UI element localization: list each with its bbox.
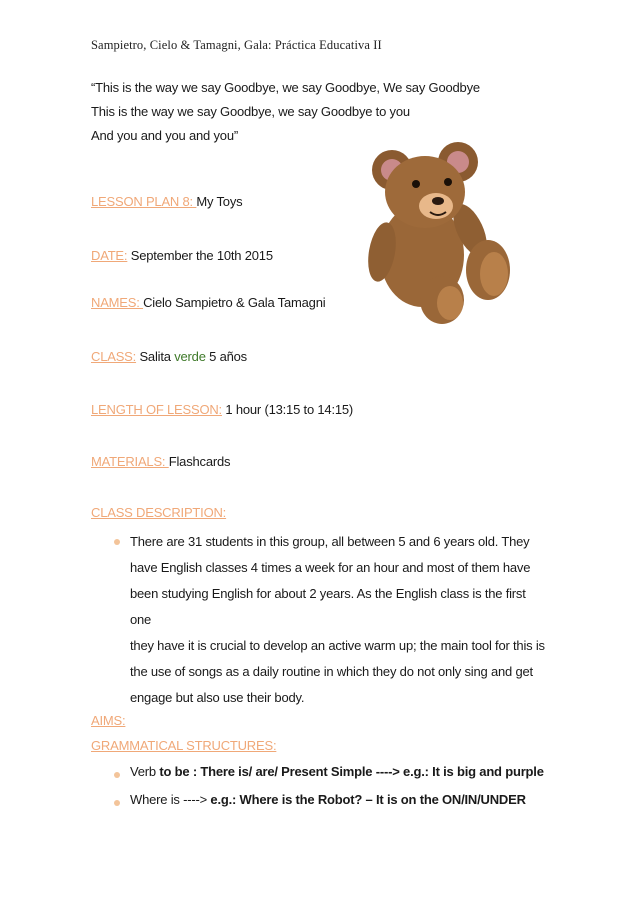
grammatical-label: GRAMMATICAL STRUCTURES: xyxy=(91,738,277,753)
teddy-bear-image xyxy=(360,140,520,325)
class-value-age: 5 años xyxy=(205,349,247,364)
grammatical-heading xyxy=(91,738,276,753)
aims-heading xyxy=(91,713,125,728)
lesson-plan-value: My Toys xyxy=(196,194,243,209)
materials-value: Flashcards xyxy=(168,454,231,469)
class-label: CLASS: xyxy=(91,349,137,364)
song-quote-line-3: And you and you and you” xyxy=(91,128,238,143)
song-quote-line-1: “This is the way we say Goodbye, we say Goodbye, We say Goodbye xyxy=(91,80,480,95)
materials-label: MATERIALS: xyxy=(91,454,169,469)
length-value: 1 hour (13:15 to 14:15) xyxy=(221,402,354,417)
grammar-item-1-bold: to be : There is/ are/ Present Simple ----> e.g.: It is big and purple xyxy=(159,764,544,779)
class-description-label: CLASS DESCRIPTION: xyxy=(91,505,227,520)
description-line-5: the use of songs as a daily routine in which they do not only sing and get xyxy=(130,664,533,679)
lesson-plan-line xyxy=(91,194,242,209)
bullet-icon xyxy=(114,800,120,806)
names-label: NAMES: xyxy=(91,295,144,310)
description-line-6: engage but also use their body. xyxy=(130,690,305,705)
description-line-3: been studying English for about 2 years. As the English class is the first one xyxy=(130,586,526,627)
names-line xyxy=(91,295,325,310)
song-quote-line-2: This is the way we say Goodbye, we say Goodbye to you xyxy=(91,104,410,119)
grammar-item-2-bold: e.g.: Where is the Robot? – It is on the ON/IN/UNDER xyxy=(210,792,526,807)
lesson-plan-label: LESSON PLAN 8: xyxy=(91,194,197,209)
description-line-1: There are 31 students in this group, all between 5 and 6 years old. They xyxy=(130,534,530,549)
grammar-item-1-plain: Verb xyxy=(130,764,160,779)
class-line xyxy=(91,349,247,364)
materials-line xyxy=(91,454,230,469)
length-label: LENGTH OF LESSON: xyxy=(91,402,222,417)
bullet-icon xyxy=(114,539,120,545)
class-description-text xyxy=(130,529,550,711)
length-line xyxy=(91,402,353,417)
description-line-4: they have it is crucial to develop an active warm up; the main tool for this is xyxy=(130,638,545,653)
date-line xyxy=(91,248,273,263)
class-description-heading xyxy=(91,505,226,520)
names-value: Cielo Sampietro & Gala Tamagni xyxy=(143,295,326,310)
description-line-2: have English classes 4 times a week for an hour and most of them have xyxy=(130,560,531,575)
date-label: DATE: xyxy=(91,248,128,263)
bullet-icon xyxy=(114,772,120,778)
aims-label: AIMS: xyxy=(91,713,126,728)
grammar-item-2 xyxy=(130,792,526,807)
class-value-a: Salita xyxy=(136,349,175,364)
grammar-item-2-plain: Where is ----> xyxy=(130,792,211,807)
class-value-color: verde xyxy=(174,349,206,364)
date-value: September the 10th 2015 xyxy=(127,248,273,263)
page-header: Sampietro, Cielo & Tamagni, Gala: Práctica Educativa II xyxy=(91,38,382,52)
grammar-item-1 xyxy=(130,764,544,779)
